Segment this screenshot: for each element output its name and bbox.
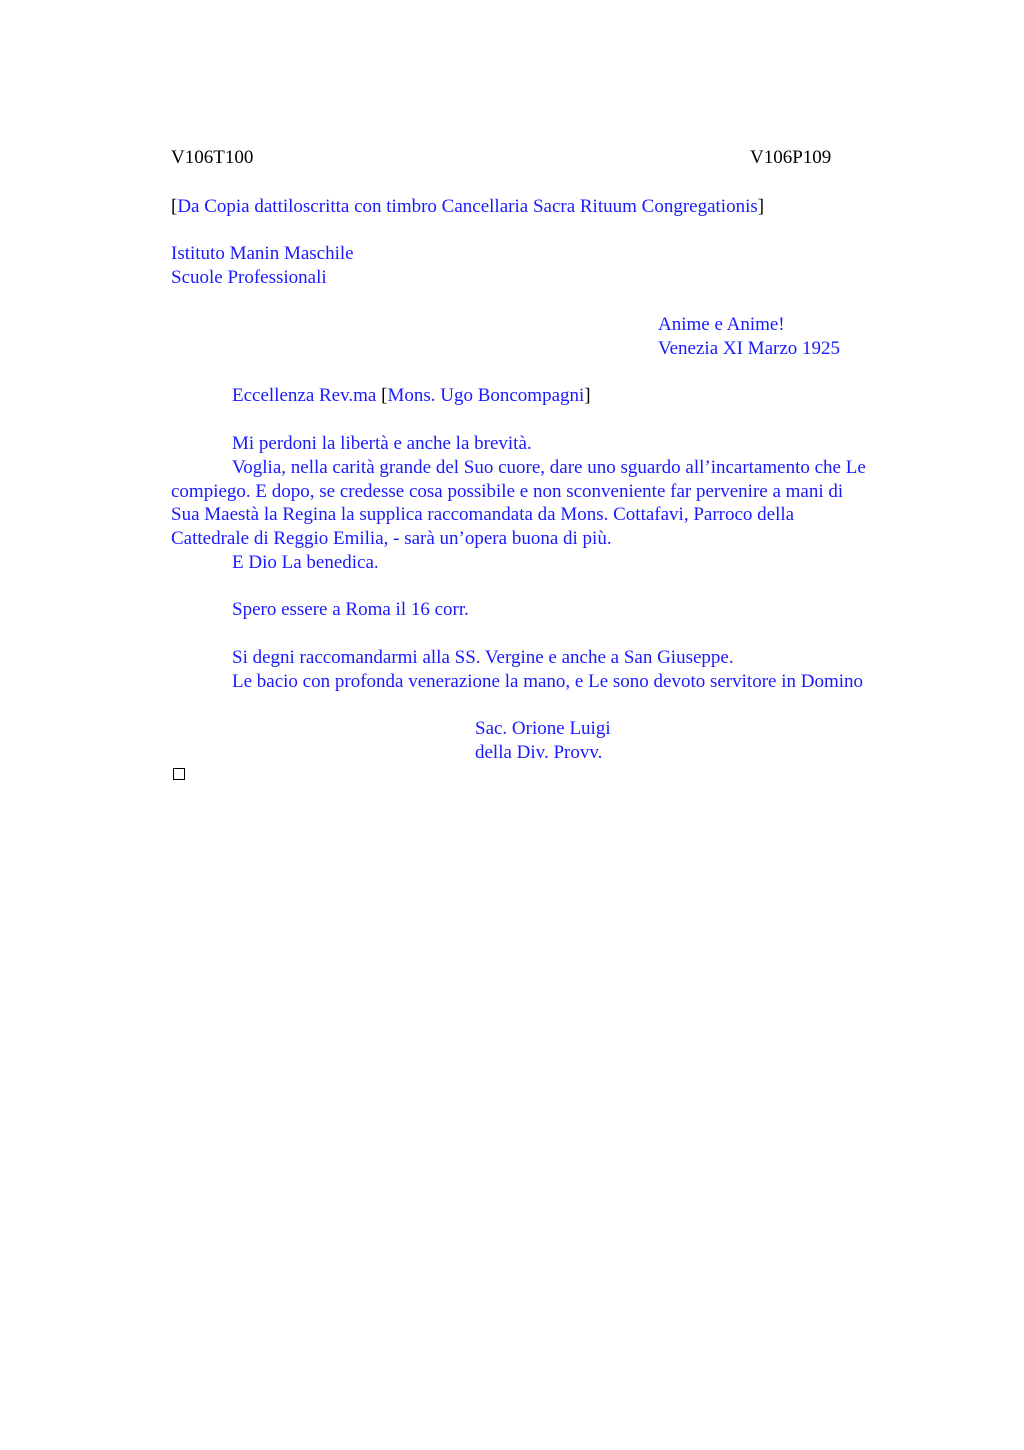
body-paragraph-6: Le bacio con profonda venerazione la mano, e Le sono devoto servitore in Domino — [232, 671, 864, 692]
signature-name: Sac. Orione Luigi — [475, 718, 611, 739]
body-paragraph-2-line-2: compiego. E dopo, se credesse cosa possibile e non sconveniente far pervenire a mani di — [171, 481, 844, 502]
body-paragraph-2-line-1: Voglia, nella carità grande del Suo cuore, dare uno sguardo all’incartamento che Le — [232, 457, 866, 478]
signature-congregation: della Div. Provv. — [475, 742, 603, 763]
right-reference-code: V106P109 — [750, 147, 832, 168]
institute-name: Istituto Manin Maschile — [171, 243, 354, 264]
salutation-text: Eccellenza Rev.ma — [232, 385, 382, 406]
body-paragraph-1: Mi perdoni la libertà e anche la brevità. — [232, 433, 532, 454]
body-paragraph-3: E Dio La benedica. — [232, 552, 379, 573]
body-paragraph-4: Spero essere a Roma il 16 corr. — [232, 599, 469, 620]
salutation-close-bracket: ] — [584, 385, 591, 406]
left-reference-code: V106T100 — [171, 147, 254, 168]
source-note-open-bracket: [ — [171, 196, 178, 217]
institute-subtitle: Scuole Professionali — [171, 267, 327, 288]
source-note-close-bracket: ] — [757, 196, 765, 217]
salutation-open-bracket: [ — [381, 385, 388, 406]
place-date: Venezia XI Marzo 1925 — [658, 338, 841, 359]
body-paragraph-5: Si degni raccomandarmi alla SS. Vergine e anche a San Giuseppe. — [232, 647, 734, 668]
motto: Anime e Anime! — [658, 314, 785, 335]
recipient-name: Mons. Ugo Boncompagni — [387, 385, 585, 406]
salutation — [232, 384, 591, 408]
empty-square-icon — [173, 768, 185, 780]
source-note — [171, 195, 764, 219]
source-note-text: Da Copia dattiloscritta con timbro Cancellaria Sacra Rituum Congregationis — [177, 196, 758, 217]
body-paragraph-2-line-3: Sua Maestà la Regina la supplica raccomandata da Mons. Cottafavi, Parroco della — [171, 504, 795, 525]
body-paragraph-2-line-4: Cattedrale di Reggio Emilia, - sarà un’opera buona di più. — [171, 528, 612, 549]
